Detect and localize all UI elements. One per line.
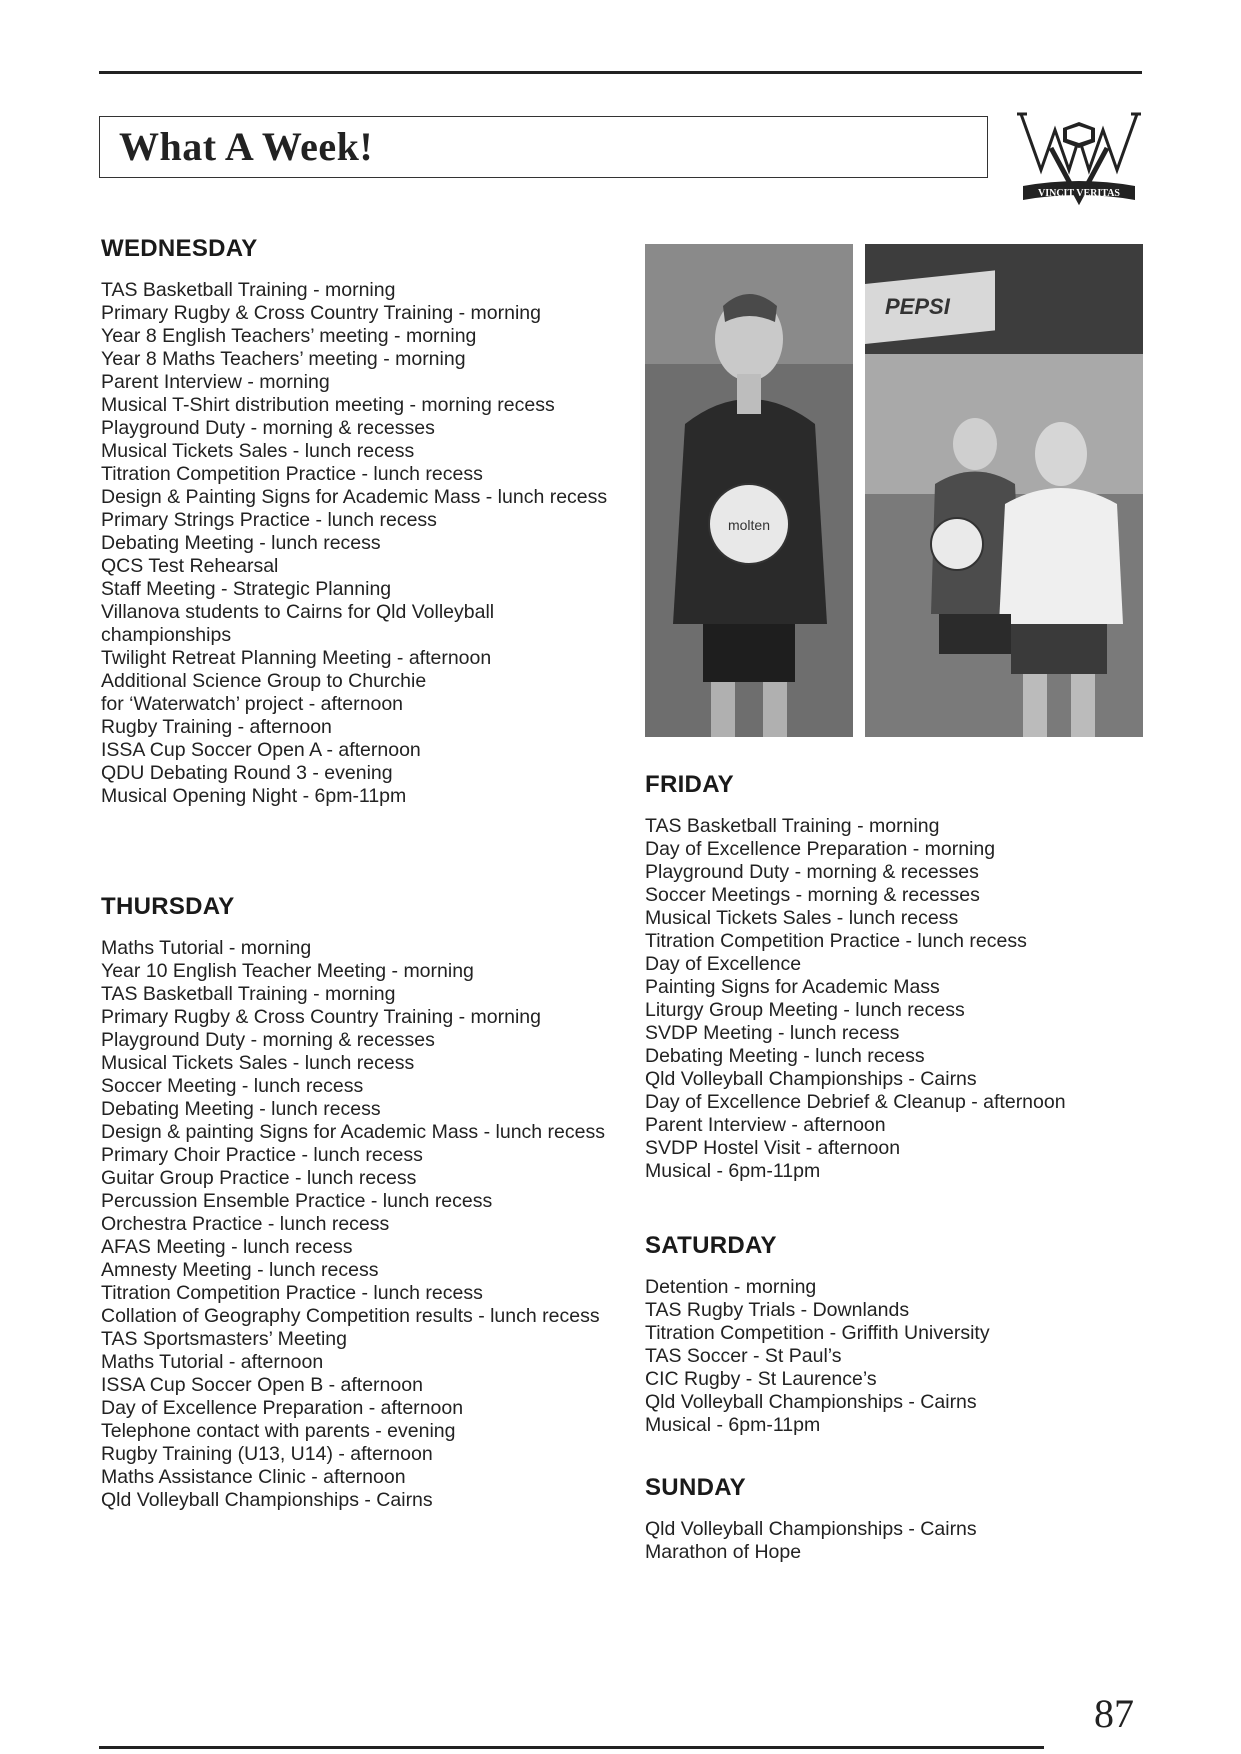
wednesday-item: Musical Opening Night - 6pm-11pm: [101, 785, 407, 807]
friday-section: [645, 771, 1145, 1183]
saturday-item: TAS Rugby Trials - Downlands: [645, 1299, 910, 1321]
friday-list: [645, 815, 1145, 1183]
friday-item: Day of Excellence: [645, 953, 802, 975]
sunday-heading: SUNDAY: [645, 1474, 746, 1501]
thursday-item: Titration Competition Practice - lunch recess: [101, 1282, 483, 1304]
thursday-item: Rugby Training (U13, U14) - afternoon: [101, 1443, 433, 1465]
thursday-item: Design & painting Signs for Academic Mass - lunch recess: [101, 1121, 605, 1143]
friday-item: SVDP Meeting - lunch recess: [645, 1022, 900, 1044]
wednesday-item: Primary Strings Practice - lunch recess: [101, 509, 437, 531]
thursday-item: Maths Tutorial - morning: [101, 937, 312, 959]
wednesday-item: Parent Interview - morning: [101, 371, 330, 393]
sunday-section: [645, 1474, 1145, 1564]
saturday-item: TAS Soccer - St Paul’s: [645, 1345, 842, 1367]
friday-item: Soccer Meetings - morning & recesses: [645, 884, 980, 906]
friday-heading: FRIDAY: [645, 771, 734, 798]
logo-motto: VINCIT VERITAS: [1038, 188, 1120, 199]
friday-item: Titration Competition Practice - lunch recess: [645, 930, 1027, 952]
thursday-item: TAS Sportsmasters’ Meeting: [101, 1328, 347, 1350]
friday-item: Liturgy Group Meeting - lunch recess: [645, 999, 965, 1021]
thursday-item: Playground Duty - morning & recesses: [101, 1029, 435, 1051]
saturday-item: Titration Competition - Griffith University: [645, 1322, 990, 1344]
thursday-item: Amnesty Meeting - lunch recess: [101, 1259, 379, 1281]
friday-item: SVDP Hostel Visit - afternoon: [645, 1137, 901, 1159]
wednesday-section: [101, 235, 621, 808]
saturday-item: Qld Volleyball Championships - Cairns: [645, 1391, 977, 1413]
wednesday-item: Year 8 English Teachers’ meeting - morning: [101, 325, 477, 347]
thursday-item: Year 10 English Teacher Meeting - morning: [101, 960, 474, 982]
friday-item: Musical - 6pm-11pm: [645, 1160, 821, 1182]
title-box: [99, 116, 988, 178]
thursday-item: Maths Tutorial - afternoon: [101, 1351, 324, 1373]
friday-item: Painting Signs for Academic Mass: [645, 976, 940, 998]
thursday-item: Percussion Ensemble Practice - lunch recess: [101, 1190, 493, 1212]
wednesday-list: [101, 279, 621, 808]
wednesday-heading: WEDNESDAY: [101, 235, 258, 262]
top-rule: [99, 71, 1142, 74]
friday-item: Parent Interview - afternoon: [645, 1114, 886, 1136]
saturday-item: Musical - 6pm-11pm: [645, 1414, 821, 1436]
sunday-list: [645, 1518, 1145, 1564]
thursday-item: Primary Rugby & Cross Country Training - morning: [101, 1006, 541, 1028]
page-title: What A Week!: [119, 124, 374, 169]
wednesday-item: Playground Duty - morning & recesses: [101, 417, 435, 439]
wednesday-item: for ‘Waterwatch’ project - afternoon: [101, 693, 404, 715]
thursday-item: ISSA Cup Soccer Open B - afternoon: [101, 1374, 423, 1396]
wednesday-item: Debating Meeting - lunch recess: [101, 532, 381, 554]
wednesday-item: TAS Basketball Training - morning: [101, 279, 396, 301]
thursday-item: Musical Tickets Sales - lunch recess: [101, 1052, 415, 1074]
photo-soccer-player: [645, 244, 853, 737]
sunday-item: Marathon of Hope: [645, 1541, 802, 1563]
thursday-item: Debating Meeting - lunch recess: [101, 1098, 381, 1120]
friday-item: TAS Basketball Training - morning: [645, 815, 940, 837]
wednesday-item: Rugby Training - afternoon: [101, 716, 332, 738]
bottom-rule: [99, 1746, 1044, 1749]
photo-players-running: [865, 244, 1143, 737]
wednesday-item: ISSA Cup Soccer Open A - afternoon: [101, 739, 421, 761]
wednesday-item: Villanova students to Cairns for Qld Volleyball championships: [101, 601, 495, 646]
thursday-section: [101, 893, 621, 1512]
sunday-item: Qld Volleyball Championships - Cairns: [645, 1518, 977, 1540]
wednesday-item: QDU Debating Round 3 - evening: [101, 762, 393, 784]
thursday-item: Orchestra Practice - lunch recess: [101, 1213, 390, 1235]
saturday-list: [645, 1276, 1145, 1437]
friday-item: Debating Meeting - lunch recess: [645, 1045, 925, 1067]
saturday-section: [645, 1232, 1145, 1437]
thursday-item: Soccer Meeting - lunch recess: [101, 1075, 364, 1097]
friday-item: Playground Duty - morning & recesses: [645, 861, 979, 883]
thursday-item: Maths Assistance Clinic - afternoon: [101, 1466, 406, 1488]
wednesday-item: QCS Test Rehearsal: [101, 555, 279, 577]
thursday-item: Qld Volleyball Championships - Cairns: [101, 1489, 433, 1511]
thursday-item: Day of Excellence Preparation - afternoon: [101, 1397, 464, 1419]
friday-item: Day of Excellence Preparation - morning: [645, 838, 996, 860]
friday-item: Musical Tickets Sales - lunch recess: [645, 907, 959, 929]
thursday-item: Collation of Geography Competition results - lunch recess: [101, 1305, 600, 1327]
school-crest-logo: [1015, 108, 1143, 208]
thursday-item: Guitar Group Practice - lunch recess: [101, 1167, 417, 1189]
wednesday-item: Musical Tickets Sales - lunch recess: [101, 440, 415, 462]
pepsi-sign-text: PEPSI: [885, 294, 950, 319]
wednesday-item: Additional Science Group to Churchie: [101, 670, 427, 692]
wednesday-item: Staff Meeting - Strategic Planning: [101, 578, 392, 600]
wednesday-item: Primary Rugby & Cross Country Training - morning: [101, 302, 541, 324]
wednesday-item: Design & Painting Signs for Academic Mass - lunch recess: [101, 486, 608, 508]
saturday-item: Detention - morning: [645, 1276, 817, 1298]
thursday-item: AFAS Meeting - lunch recess: [101, 1236, 353, 1258]
photos-row: [645, 244, 1143, 737]
wednesday-item: Year 8 Maths Teachers’ meeting - morning: [101, 348, 466, 370]
friday-item: Qld Volleyball Championships - Cairns: [645, 1068, 977, 1090]
thursday-item: Primary Choir Practice - lunch recess: [101, 1144, 423, 1166]
thursday-heading: THURSDAY: [101, 893, 235, 920]
friday-item: Day of Excellence Debrief & Cleanup - afternoon: [645, 1091, 1066, 1113]
thursday-list: [101, 937, 621, 1512]
thursday-item: TAS Basketball Training - morning: [101, 983, 396, 1005]
ball-brand-text: molten: [727, 517, 771, 533]
page-number: 87: [1094, 1691, 1134, 1736]
wednesday-item: Twilight Retreat Planning Meeting - afternoon: [101, 647, 492, 669]
wednesday-item: Titration Competition Practice - lunch recess: [101, 463, 483, 485]
saturday-item: CIC Rugby - St Laurence’s: [645, 1368, 877, 1390]
thursday-item: Telephone contact with parents - evening: [101, 1420, 456, 1442]
wednesday-item: Musical T-Shirt distribution meeting - morning recess: [101, 394, 555, 416]
saturday-heading: SATURDAY: [645, 1232, 777, 1259]
